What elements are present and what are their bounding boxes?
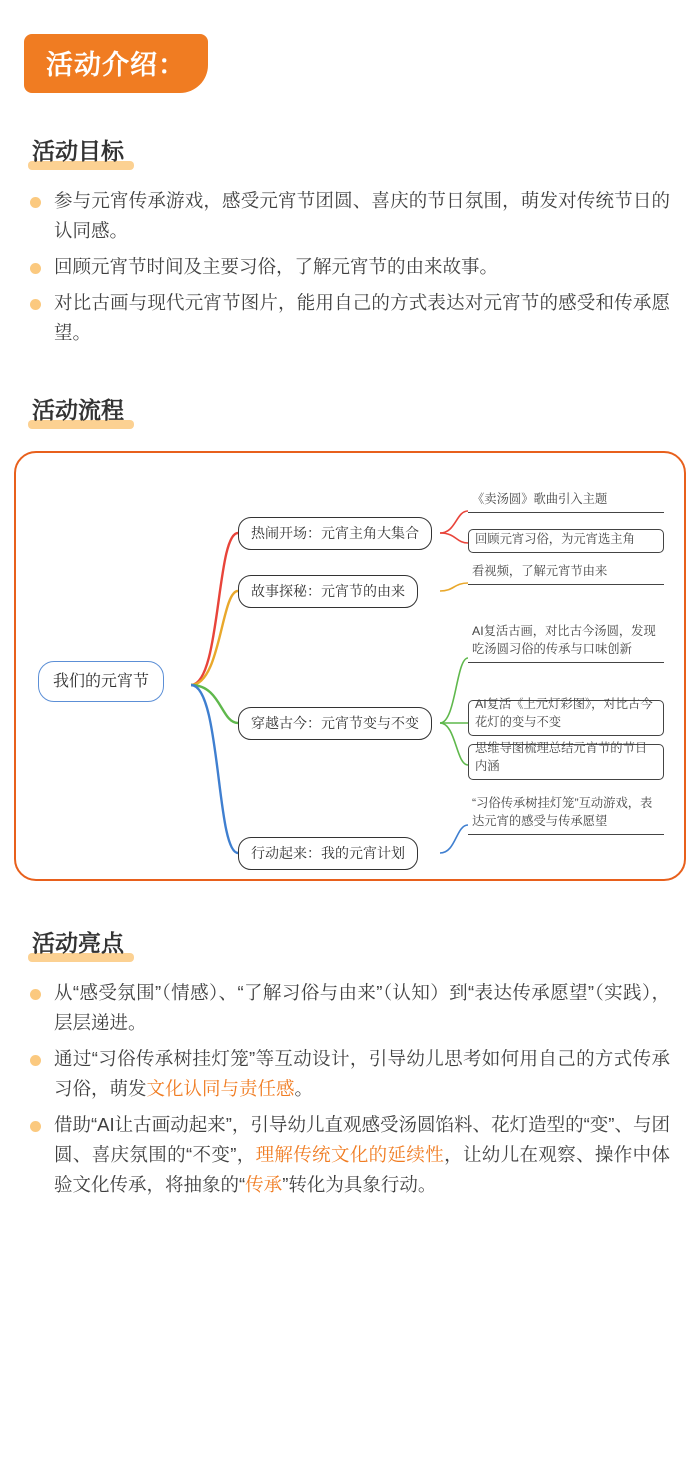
section-heading-goals — [28, 133, 128, 168]
mindmap-branch-1-label: 热闹开场：元宵主角大集合 — [251, 524, 419, 541]
highlight-text: 理解传统文化的延续性 — [255, 1143, 445, 1165]
highlight-plain-text: 从“感受氛围”（情感）、“了解习俗与由来”（认知）到“表达传承愿望”（实践），层层递进。 — [54, 981, 670, 1033]
mindmap-leaf-2-1-label: 看视频，了解元宵节由来 — [472, 564, 608, 579]
mindmap-leaf-3-2 — [468, 697, 664, 736]
section-highlights — [0, 925, 700, 960]
mindmap-leaf-3-1-label: AI复活古画，对比古今汤圆，发现吃汤圆习俗的传承与口味创新 — [472, 624, 656, 657]
list-item — [28, 252, 670, 282]
mindmap-branch-1 — [238, 517, 432, 550]
list-item — [28, 1110, 670, 1200]
mindmap-leaf-3-3 — [468, 741, 664, 780]
mindmap-leaf-2-1 — [468, 563, 664, 585]
section-heading-flow — [28, 392, 128, 427]
list-item — [28, 1044, 670, 1104]
mindmap-leaf-4-1-label: “习俗传承树挂灯笼”互动游戏，表达元宵的感受与传承愿望 — [472, 796, 653, 829]
section-heading-highlights-text: 活动亮点 — [32, 929, 124, 956]
list-item — [28, 978, 670, 1038]
mindmap-leaf-1-2-label: 回顾元宵习俗，为元宵选主角 — [475, 532, 635, 547]
mindmap-leaf-3-3-label: 思维导图梳理总结元宵节的节日内涵 — [475, 741, 648, 774]
highlights-list — [28, 978, 670, 1200]
mindmap-branch-4 — [238, 837, 418, 870]
list-item — [28, 288, 670, 348]
highlight-text: 文化认同与责任感 — [146, 1077, 295, 1099]
mindmap-leaf-4-1 — [468, 783, 664, 835]
section-flow — [0, 392, 700, 427]
section-heading-flow-text: 活动流程 — [32, 396, 124, 423]
mindmap-branch-3-label: 穿越古今：元宵节变与不变 — [251, 714, 419, 731]
mindmap-leaf-1-1-label: 《卖汤圆》歌曲引入主题 — [472, 492, 608, 507]
section-heading-goals-text: 活动目标 — [32, 138, 124, 164]
list-item — [28, 186, 670, 246]
goal-text: 对比古画与现代元宵节图片，能用自己的方式表达对元宵节的感受和传承愿望。 — [54, 291, 670, 343]
section-goals — [0, 133, 700, 168]
highlight-plain-text: 通过“习俗传承树挂灯笼”等互动设计，引导幼儿思考如何用自己的方式传承习俗，萌发 — [54, 1047, 670, 1099]
mindmap-branch-2-label: 故事探秘：元宵节的由来 — [251, 582, 405, 599]
mindmap-root-label: 我们的元宵节 — [53, 672, 150, 690]
highlight-plain-text: 借助“AI让古画动起来”，引导幼儿直观感受汤圆馅料、花灯造型的“变”、与团圆、喜庆氛围的“不变”， — [54, 1113, 670, 1165]
mindmap-branch-3 — [238, 707, 432, 740]
goals-list — [28, 186, 670, 348]
mindmap-leaf-1-2 — [468, 529, 664, 553]
goal-text: 回顾元宵节时间及主要习俗，了解元宵节的由来故事。 — [54, 255, 499, 277]
section-heading-highlights — [28, 925, 128, 960]
mindmap-leaf-3-2-label: AI复活《上元灯彩图》，对比古今花灯的变与不变 — [475, 697, 653, 730]
mindmap-root-node — [38, 661, 164, 703]
mindmap-leaf-3-1 — [468, 613, 664, 663]
highlight-plain-text: 。 — [294, 1077, 314, 1099]
goal-text: 参与元宵传承游戏，感受元宵节团圆、喜庆的节日氛围，萌发对传统节日的认同感。 — [54, 190, 670, 241]
mindmap-diagram — [14, 451, 686, 881]
highlight-plain-text: ，让幼儿在观察、操作中体验文化传承，将抽象的“ — [54, 1143, 670, 1195]
mindmap-branch-2 — [238, 575, 418, 608]
mindmap-branch-4-label: 行动起来：我的元宵计划 — [251, 844, 405, 861]
highlight-plain-text: ”转化为具象行动。 — [282, 1173, 437, 1195]
highlight-text: 传承 — [245, 1173, 283, 1195]
mindmap-leaf-1-1 — [468, 491, 664, 513]
page-title: 活动介绍： — [24, 34, 208, 93]
